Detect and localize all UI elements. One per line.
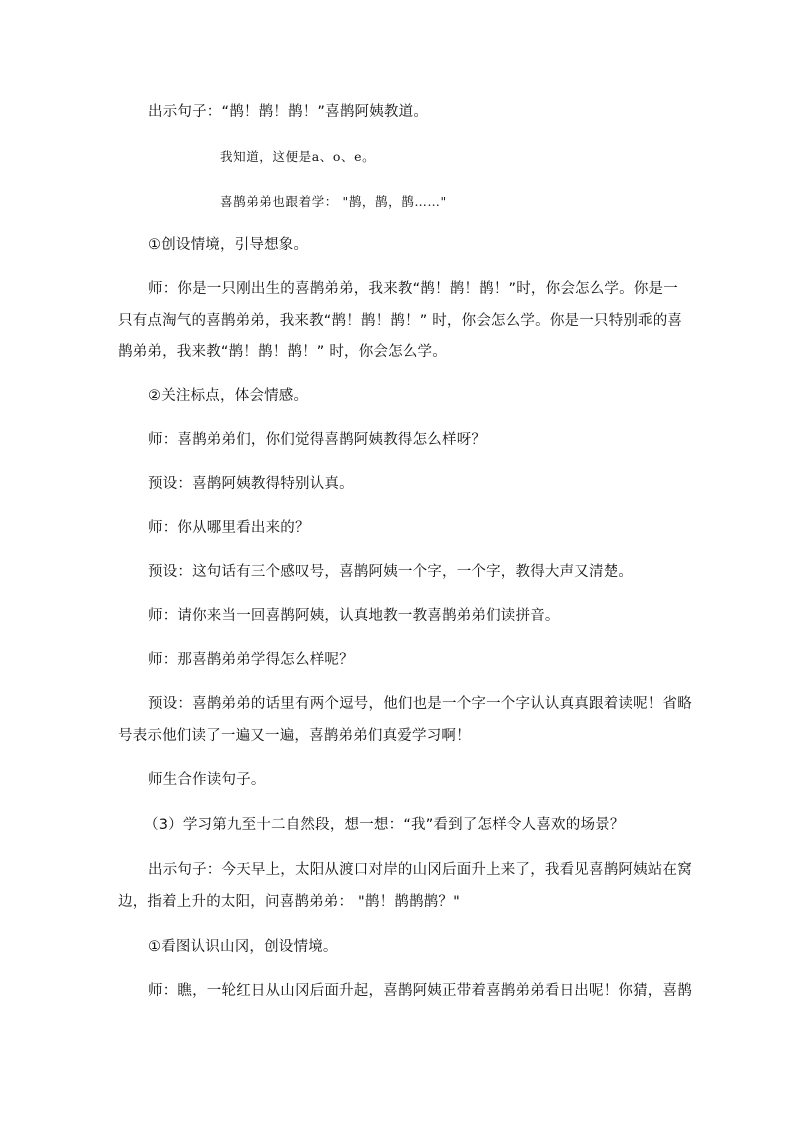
paragraph-line: 师生合作读句子。: [148, 772, 266, 788]
paragraph-line: 预设：喜鹊阿姨教得特别认真。: [148, 476, 354, 492]
text-line: 边，指着上升的太阳，问喜鹊弟弟： "鹊！鹊鹊鹊？": [118, 894, 460, 910]
paragraph-line: 师：你是一只刚出生的喜鹊弟弟，我来教“鹊！鹊！鹊！”时，你会怎么学。你是一: [148, 281, 678, 297]
paragraph-line: 只有点淘气的喜鹊弟弟，我来教“鹊！鹊！鹊！” 时，你会怎么学。你是一只特别乖的喜: [118, 313, 683, 329]
step-heading-3: ①看图认识山冈，创设情境。: [148, 939, 338, 955]
step-heading-1: ①创设情境，引导想象。: [148, 237, 309, 253]
text-line: 出示句子：今天早上，太阳从渡口对岸的山冈后面升上来了，我看见喜鹊阿姨站在窝: [148, 862, 692, 878]
paragraph-line: 号表示他们读了一遍又一遍，喜鹊弟弟们真爱学习啊！: [118, 728, 471, 744]
example-sentence-1: [148, 102, 428, 122]
paragraph-line: 预设：这句话有三个感叹号，喜鹊阿姨一个字，一个字，教得大声又清楚。: [148, 564, 634, 580]
paragraph-line: 师：那喜鹊弟弟学得怎么样呢？: [148, 652, 354, 668]
paragraph-line: 师：你从哪里看出来的？: [148, 520, 310, 536]
paragraph-line: 鹊弟弟，我来教“鹊！鹊！鹊！” 时，你会怎么学。: [118, 344, 447, 360]
paragraph-line: 师：请你来当一回喜鹊阿姨，认真地教一教喜鹊弟弟们读拼音。: [148, 608, 560, 624]
text-line: 出示句子：“鹊！鹊！鹊！”喜鹊阿姨教道。: [148, 104, 429, 120]
quoted-line-1: 我知道，这便是a、o、e。: [220, 149, 376, 164]
quoted-line-2: 喜鹊弟弟也跟着学： "鹊，鹊，鹊……": [220, 194, 447, 209]
paragraph-line: 师：喜鹊弟弟们，你们觉得喜鹊阿姨教得怎么样呀？: [148, 432, 487, 448]
step-heading-2: ②关注标点，体会情感。: [148, 388, 309, 404]
section-heading: （3）学习第九至十二自然段，想一想：“我”看到了怎样令人喜欢的场景？: [144, 817, 625, 833]
paragraph-line: 预设：喜鹊弟弟的话里有两个逗号，他们也是一个字一个字认认真真跟着读呢！省略: [148, 696, 692, 712]
paragraph-line: 师：瞧，一轮红日从山冈后面升起，喜鹊阿姨正带着喜鹊弟弟看日出呢！你猜，喜鹊: [148, 983, 692, 999]
example-sentence-2: [148, 860, 692, 880]
example-sentence-2-cont: [118, 892, 460, 912]
